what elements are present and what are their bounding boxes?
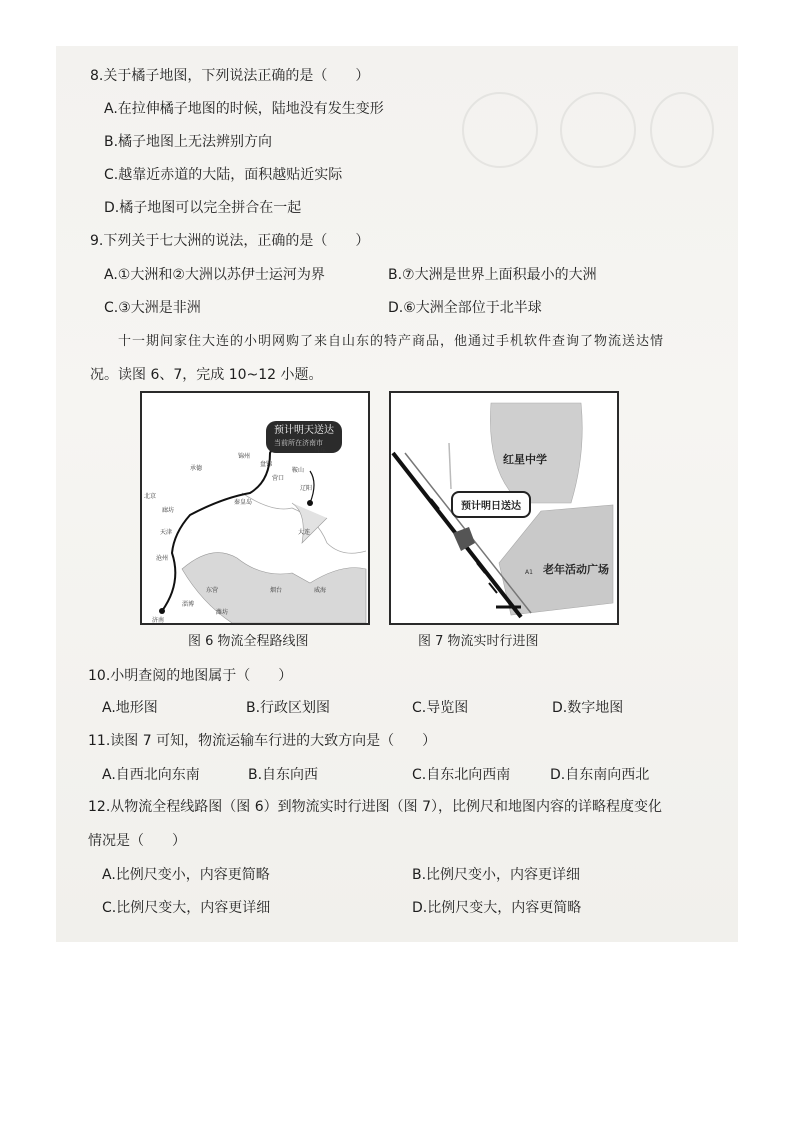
place-label: 承德 xyxy=(190,465,203,472)
q9-option-c: C.③大洲是非洲 xyxy=(104,300,201,316)
q10-option-c: C.导览图 xyxy=(412,700,469,716)
q11-option-a: A.自西北向东南 xyxy=(102,767,200,783)
q11-option-d: D.自东南向西北 xyxy=(550,767,650,783)
q10-option-b: B.行政区划图 xyxy=(246,700,331,716)
place-label: 丹东 xyxy=(314,447,327,454)
figure-6-route-map xyxy=(140,391,370,625)
intro-line-2: 况。读图 6、7，完成 10~12 小题。 xyxy=(90,367,323,383)
q9-option-b: B.⑦大洲是世界上面积最小的大洲 xyxy=(388,267,597,283)
q8-option-d: D.橘子地图可以完全拼合在一起 xyxy=(104,200,302,216)
place-label: 天津 xyxy=(160,529,173,536)
square-label: 老年活动广场 xyxy=(543,563,609,576)
q12-stem-line-1: 12.从物流全程线路图（图 6）到物流实时行进图（图 7），比例尺和地图内容的详略程度变化 xyxy=(88,799,662,815)
place-label: 大连 xyxy=(298,529,311,536)
place-label: 盘锦 xyxy=(260,461,273,468)
figure-7-realtime-map xyxy=(389,391,619,625)
place-label: 辽阳 xyxy=(300,485,313,492)
route-map-bubble-subtitle: 当前所在济南市 xyxy=(274,439,323,447)
place-label: 淄博 xyxy=(182,601,195,608)
place-label: 北京 xyxy=(144,493,157,500)
place-label: 营口 xyxy=(272,475,285,482)
q9-option-d: D.⑥大洲全部位于北半球 xyxy=(388,300,542,316)
realtime-map-bubble: 预计明日送达 xyxy=(451,491,531,518)
place-label: 威海 xyxy=(314,587,327,594)
place-label: 沧州 xyxy=(156,555,169,562)
route-map-bubble-title: 预计明天送达 xyxy=(274,425,334,436)
q10-stem: 10.小明查阅的地图属于（ ） xyxy=(88,668,293,684)
bleed-through-globe xyxy=(560,92,636,168)
q12-option-c: C.比例尺变大，内容更详细 xyxy=(102,900,271,916)
place-label: 秦皇岛 xyxy=(234,499,253,506)
q12-option-a: A.比例尺变小，内容更简略 xyxy=(102,867,270,883)
q8-stem: 8.关于橘子地图，下列说法正确的是（ ） xyxy=(90,68,370,84)
bleed-through-globe xyxy=(462,92,538,168)
bleed-through-globe xyxy=(650,92,714,168)
intro-line-1: 十一期间家住大连的小明网购了来自山东的特产商品，他通过手机软件查询了物流送达情 xyxy=(118,334,665,349)
q8-option-c: C.越靠近赤道的大陆，面积越贴近实际 xyxy=(104,167,343,183)
place-label: 烟台 xyxy=(270,587,283,594)
school-label: 红星中学 xyxy=(503,453,547,466)
q8-option-a: A.在拉伸橘子地图的时候，陆地没有发生变形 xyxy=(104,101,384,117)
place-label: 廊坊 xyxy=(162,507,175,514)
q10-option-a: A.地形图 xyxy=(102,700,158,716)
q11-stem: 11.读图 7 可知，物流运输车行进的大致方向是（ ） xyxy=(88,733,437,749)
place-label: 鞍山 xyxy=(292,467,305,474)
figure-6-caption: 图 6 物流全程路线图 xyxy=(188,634,309,649)
q9-stem: 9.下列关于七大洲的说法，正确的是（ ） xyxy=(90,233,370,249)
q8-option-b: B.橘子地图上无法辨别方向 xyxy=(104,134,273,150)
marker-label: A1 xyxy=(525,569,533,576)
q12-option-d: D.比例尺变大，内容更简略 xyxy=(412,900,582,916)
q9-option-a: A.①大洲和②大洲以苏伊士运河为界 xyxy=(104,267,325,283)
place-label: 济南 xyxy=(152,617,165,624)
q11-option-c: C.自东北向西南 xyxy=(412,767,511,783)
place-label: 潍坊 xyxy=(216,609,229,616)
route-map-bubble xyxy=(266,421,342,453)
q12-stem-line-2: 情况是（ ） xyxy=(88,833,186,849)
figure-7-caption: 图 7 物流实时行进图 xyxy=(418,634,539,649)
q10-option-d: D.数字地图 xyxy=(552,700,624,716)
q11-option-b: B.自东向西 xyxy=(248,767,319,783)
place-label: 东营 xyxy=(206,587,219,594)
q12-option-b: B.比例尺变小，内容更详细 xyxy=(412,867,581,883)
place-label: 锦州 xyxy=(238,453,251,460)
